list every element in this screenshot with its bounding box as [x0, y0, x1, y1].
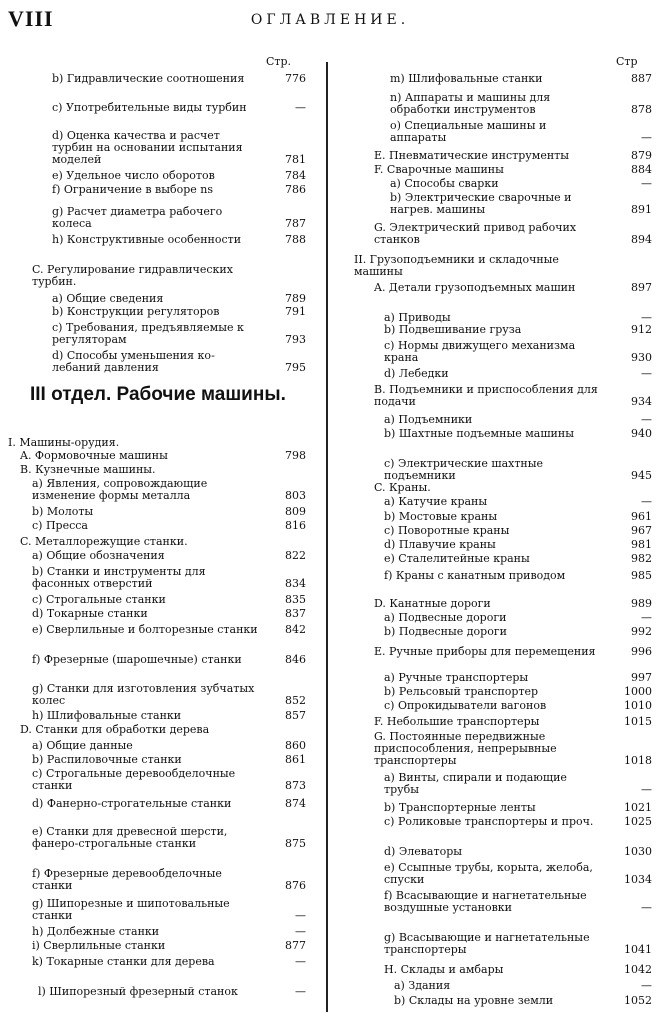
toc-entry-page: 846 [285, 653, 306, 666]
toc-entry-text: e) Ссыпные трубы, корыта, желоба, спуски [384, 861, 593, 886]
toc-entry [52, 130, 306, 166]
toc-entry-page: 1015 [624, 715, 652, 728]
toc-entry-text: o) Специальные машины и аппараты [390, 119, 547, 144]
toc-entry-page: 992 [631, 625, 652, 638]
toc-entry-page: 876 [285, 879, 306, 892]
toc-entry [390, 178, 652, 190]
toc-entry-page: 776 [285, 72, 306, 85]
toc-entry-page: 784 [285, 169, 306, 182]
toc-entry-page: — [641, 495, 652, 508]
toc-entry-text: F. Сварочные машины [374, 163, 504, 176]
toc-entry-page: 878 [631, 103, 652, 116]
toc-entry-page: 793 [285, 333, 306, 346]
toc-entry [20, 536, 306, 548]
toc-entry [384, 458, 652, 482]
toc-entry [374, 716, 652, 728]
toc-entry-text: f) Всасывающие и нагнетательные воздушные установки [384, 889, 587, 914]
toc-entry-page: 879 [631, 149, 652, 162]
toc-entry [32, 264, 306, 288]
toc-entry-page: 803 [285, 489, 306, 502]
toc-entry-page: 887 [631, 72, 652, 85]
toc-entry-text: d) Элеваторы [384, 845, 462, 858]
toc-entry-page: 967 [631, 524, 652, 537]
toc-entry-page: — [641, 901, 652, 914]
toc-entry-text: a) Общие сведения [52, 292, 164, 305]
toc-entry-text: c) Строгальные деревообделочные станки [32, 767, 236, 792]
toc-entry-text: b) Распиловочные станки [32, 753, 182, 766]
toc-entry-page: 787 [285, 217, 306, 230]
toc-entry [384, 340, 652, 364]
toc-entry-page: 945 [631, 469, 652, 482]
toc-entry-text: c) Опрокидыватели вагонов [384, 699, 547, 712]
page-number: VIII [8, 6, 54, 31]
toc-entry-text: f) Фрезерные (шарошечные) станки [32, 653, 242, 666]
toc-entry [32, 683, 306, 707]
toc-entry [32, 868, 306, 892]
toc-entry [52, 234, 306, 246]
page-column-label: Стр. [266, 55, 292, 68]
toc-entry [384, 700, 652, 712]
toc-entry [384, 525, 652, 537]
toc-entry-text: II. Грузоподъемники и складочные машины [354, 253, 559, 278]
toc-entry-page: 1000 [624, 685, 652, 698]
toc-entry-text: a) Подъемники [384, 413, 473, 426]
toc-entry [384, 772, 652, 796]
toc-entry [384, 496, 652, 508]
toc-entry-page: 875 [285, 837, 306, 850]
toc-entry-page: 982 [631, 552, 652, 565]
toc-entry-text: d) Оценка качества и расчет турбин на основании испытания моделей [52, 129, 243, 166]
toc-entry-text: E. Ручные приборы для перемещения [374, 645, 596, 658]
toc-entry [384, 846, 652, 858]
toc-entry-page: — [641, 611, 652, 624]
toc-entry [384, 890, 652, 914]
toc-entry-text: a) Катучие краны [384, 495, 488, 508]
toc-entry [384, 539, 652, 551]
toc-entry-text: I. Машины-орудия. [8, 436, 120, 449]
toc-entry [32, 754, 306, 766]
toc-entry-text: b) Электрические сварочные и нагрев. машины [390, 191, 572, 216]
toc-entry-page: 894 [631, 233, 652, 246]
toc-entry-text: d) Фанерно-строгательные станки [32, 797, 232, 810]
toc-entry [32, 940, 306, 952]
toc-entry-text: d) Способы уменьшения колебаний давления [52, 349, 215, 374]
toc-entry-text: h) Конструктивные особенности [52, 233, 242, 246]
toc-entry-page: 781 [285, 153, 306, 166]
toc-entry [394, 980, 652, 992]
toc-entry-page: — [641, 783, 652, 796]
toc-entry [20, 724, 306, 736]
toc-entry-page: 891 [631, 203, 652, 216]
toc-entry-page: 809 [285, 505, 306, 518]
toc-entry [384, 672, 652, 684]
toc-entry-page: — [641, 311, 652, 324]
toc-entry-text: a) Способы сварки [390, 177, 499, 190]
toc-entry-page: 842 [285, 623, 306, 636]
toc-entry [384, 802, 652, 814]
toc-entry [390, 192, 652, 216]
toc-entry [32, 624, 306, 636]
toc-entry-text: d) Токарные станки [32, 607, 148, 620]
toc-entry [32, 594, 306, 606]
toc-entry [394, 995, 652, 1007]
toc-entry-text: C. Краны. [374, 481, 431, 494]
toc-entry-page: 795 [285, 361, 306, 374]
toc-entry [374, 482, 652, 494]
toc-entry [20, 464, 306, 476]
toc-entry-page: 834 [285, 577, 306, 590]
toc-entry-page: — [295, 985, 306, 998]
toc-entry-text: e) Удельное число оборотов [52, 169, 215, 182]
toc-entry [52, 350, 306, 374]
toc-entry-text: c) Роликовые транспортеры и проч. [384, 815, 594, 828]
toc-entry-page: 1018 [624, 754, 652, 767]
toc-entry-text: g) Станки для изготовления зубчатых колес [32, 682, 255, 707]
toc-entry-page: 1025 [624, 815, 652, 828]
toc-entry-page: — [295, 909, 306, 922]
toc-entry-text: a) Здания [394, 979, 451, 992]
toc-entry [32, 826, 306, 850]
toc-entry [374, 164, 652, 176]
toc-entry [390, 73, 652, 85]
toc-entry [8, 437, 306, 449]
toc-entry [390, 120, 652, 144]
toc-entry-page: — [641, 177, 652, 190]
toc-entry-page: 822 [285, 549, 306, 562]
toc-entry-page: 816 [285, 519, 306, 532]
toc-entry [390, 92, 652, 116]
toc-entry-page: 861 [285, 753, 306, 766]
toc-entry-text: d) Лебедки [384, 367, 449, 380]
toc-entry [374, 646, 652, 658]
toc-entry-text: c) Требования, предъявляемые к регуляторам [52, 321, 244, 346]
toc-entry [32, 520, 306, 532]
toc-entry-text: c) Электрические шахтные подъемники [384, 457, 544, 482]
toc-entry [32, 740, 306, 752]
toc-entry [52, 206, 306, 230]
toc-entry-page: 874 [285, 797, 306, 810]
column-divider [326, 62, 328, 1012]
toc-entry-text: f) Краны с канатным приводом [384, 569, 566, 582]
toc-entry-text: b) Транспортерные ленты [384, 801, 536, 814]
toc-entry-text: a) Общие данные [32, 739, 133, 752]
toc-entry [32, 608, 306, 620]
toc-entry-page: 884 [631, 163, 652, 176]
toc-entry [52, 170, 306, 182]
toc-entry [374, 282, 652, 294]
toc-entry-page: 788 [285, 233, 306, 246]
toc-entry [384, 964, 652, 976]
toc-entry-text: a) Общие обозначения [32, 549, 165, 562]
toc-entry-text: b) Склады на уровне земли [394, 994, 554, 1007]
toc-entry-text: C. Регулирование гидравлических турбин. [32, 263, 233, 288]
toc-entry [32, 506, 306, 518]
toc-entry-page: 934 [631, 395, 652, 408]
toc-entry-text: n) Аппараты и машины для обработки инструментов [390, 91, 551, 116]
toc-entry-page: 798 [285, 449, 306, 462]
toc-entry-page: 897 [631, 281, 652, 294]
toc-entry [384, 932, 652, 956]
toc-entry [374, 222, 652, 246]
toc-entry-text: A. Формовочные машины [20, 449, 168, 462]
toc-entry [374, 150, 652, 162]
toc-entry-text: i) Сверлильные станки [32, 939, 166, 952]
toc-entry-page: 1010 [624, 699, 652, 712]
toc-entry-page: 1030 [624, 845, 652, 858]
toc-entry-text: k) Токарные станки для дерева [32, 955, 215, 968]
toc-entry-page: 877 [285, 939, 306, 952]
toc-entry-text: g) Расчет диаметра рабочего колеса [52, 205, 223, 230]
toc-entry-text: a) Явления, сопровождающие изменение формы металла [32, 477, 208, 502]
toc-entry-text: b) Шахтные подъемные машины [384, 427, 574, 440]
toc-entry-text: D. Канатные дороги [374, 597, 491, 610]
toc-entry-page: — [641, 979, 652, 992]
toc-entry [384, 511, 652, 523]
toc-entry [384, 324, 652, 336]
toc-entry [384, 816, 652, 828]
toc-entry-text: b) Рельсовый транспортер [384, 685, 539, 698]
toc-entry [52, 306, 306, 318]
page-title: ОГЛАВЛЕНИЕ. [250, 12, 410, 28]
toc-entry-text: b) Молоты [32, 505, 94, 518]
toc-entry-text: l) Шипорезный фрезерный станок [38, 985, 238, 998]
toc-entry [384, 428, 652, 440]
toc-entry-text: a) Винты, спирали и подающие трубы [384, 771, 567, 796]
toc-entry [354, 254, 652, 278]
toc-entry-text: e) Станки для древесной шерсти, фанеро-строгальные станки [32, 825, 228, 850]
page-header [0, 0, 660, 40]
toc-entry-text: b) Конструкции регуляторов [52, 305, 220, 318]
toc-entry-page: 786 [285, 183, 306, 196]
toc-entry-text: g) Всасывающие и нагнетательные транспортеры [384, 931, 590, 956]
toc-entry-page: 912 [631, 323, 652, 336]
toc-entry-text: h) Шлифовальные станки [32, 709, 182, 722]
toc-entry [38, 986, 306, 998]
toc-entry [384, 862, 652, 886]
toc-entry-text: B. Кузнечные машины. [20, 463, 156, 476]
toc-entry-text: m) Шлифовальные станки [390, 72, 543, 85]
toc-entry [32, 926, 306, 938]
toc-entry-page: 860 [285, 739, 306, 752]
toc-entry [52, 293, 306, 305]
toc-entry [52, 102, 306, 114]
toc-entry-text: f) Фрезерные деревообделочные станки [32, 867, 222, 892]
toc-entry-page: — [641, 131, 652, 144]
toc-entry-text: c) Поворотные краны [384, 524, 510, 537]
toc-entry [32, 654, 306, 666]
toc-entry-page: 1052 [624, 994, 652, 1007]
toc-entry-page: 989 [631, 597, 652, 610]
toc-entry-page: — [295, 101, 306, 114]
toc-entry-page: 985 [631, 569, 652, 582]
toc-entry [384, 553, 652, 565]
toc-entry-page: 835 [285, 593, 306, 606]
toc-entry-text: A. Детали грузоподъемных машин [374, 281, 576, 294]
toc-entry-text: a) Приводы [384, 311, 451, 324]
toc-entry-text: b) Мостовые краны [384, 510, 498, 523]
toc-entry-page: — [295, 955, 306, 968]
toc-entry-text: G. Электрический привод рабочих станков [374, 221, 577, 246]
toc-entry-text: f) Ограничение в выборе ns [52, 183, 214, 196]
toc-entry [20, 450, 306, 462]
toc-entry [32, 710, 306, 722]
toc-entry-text: e) Сверлильные и болторезные станки [32, 623, 258, 636]
page-column-label: Стр [616, 55, 638, 68]
toc-entry-text: E. Пневматические инструменты [374, 149, 569, 162]
toc-entry-text: G. Постоянные передвижные приспособления, непрерывные транспортеры [374, 730, 557, 767]
toc-entry-text: c) Пресса [32, 519, 88, 532]
toc-entry [384, 368, 652, 380]
toc-entry-page: 940 [631, 427, 652, 440]
toc-entry-page: 857 [285, 709, 306, 722]
section-title: III отдел. Рабочие машины. [30, 384, 286, 405]
toc-entry [384, 414, 652, 426]
toc-entry-page: 789 [285, 292, 306, 305]
toc-entry-page: 791 [285, 305, 306, 318]
toc-entry [32, 768, 306, 792]
toc-entry-text: a) Подвесные дороги [384, 611, 507, 624]
toc-entry-page: — [641, 413, 652, 426]
toc-entry [384, 570, 652, 582]
toc-entry-text: D. Станки для обработки дерева [20, 723, 210, 736]
toc-entry [374, 598, 652, 610]
toc-entry [32, 798, 306, 810]
toc-entry [384, 626, 652, 638]
toc-entry-text: c) Строгальные станки [32, 593, 166, 606]
toc-entry-text: F. Небольшие транспортеры [374, 715, 540, 728]
toc-entry-text: c) Нормы движущего механизма крана [384, 339, 576, 364]
toc-entry [52, 322, 306, 346]
toc-entry-page: 961 [631, 510, 652, 523]
toc-entry-text: B. Подъемники и приспособления для подачи [374, 383, 598, 408]
toc-entry-page: 930 [631, 351, 652, 364]
toc-entry-text: H. Склады и амбары [384, 963, 504, 976]
toc-entry-page: 1034 [624, 873, 652, 886]
toc-entry-page: 997 [631, 671, 652, 684]
toc-entry [384, 612, 652, 624]
toc-entry-page: 1021 [624, 801, 652, 814]
toc-entry-text: g) Шипорезные и шипотовальные станки [32, 897, 230, 922]
toc-entry [374, 384, 652, 408]
toc-entry-page: — [641, 367, 652, 380]
toc-entry [32, 566, 306, 590]
toc-entry [32, 478, 306, 502]
toc-entry-page: 873 [285, 779, 306, 792]
toc-entry-text: h) Долбежные станки [32, 925, 160, 938]
toc-entry-page: 1041 [624, 943, 652, 956]
toc-entry [32, 550, 306, 562]
toc-entry-text: b) Гидравлические соотношения [52, 72, 245, 85]
toc-entry-page: 852 [285, 694, 306, 707]
toc-entry-text: b) Подвешивание груза [384, 323, 522, 336]
toc-entry-text: e) Сталелитейные краны [384, 552, 530, 565]
toc-entry-text: C. Металлорежущие станки. [20, 535, 188, 548]
toc-entry-text: b) Станки и инструменты для фасонных отверстий [32, 565, 206, 590]
toc-entry-page: — [295, 925, 306, 938]
toc-entry-text: d) Плавучие краны [384, 538, 496, 551]
toc-entry [52, 73, 306, 85]
toc-entry [384, 686, 652, 698]
toc-entry [374, 731, 652, 767]
toc-entry [32, 956, 306, 968]
toc-entry [32, 898, 306, 922]
toc-entry-text: a) Ручные транспортеры [384, 671, 529, 684]
toc-entry-page: 981 [631, 538, 652, 551]
toc-entry-page: 1042 [624, 963, 652, 976]
toc-entry-page: 837 [285, 607, 306, 620]
toc-entry-page: 996 [631, 645, 652, 658]
toc-entry-text: c) Употребительные виды турбин [52, 101, 247, 114]
toc-entry-text: b) Подвесные дороги [384, 625, 507, 638]
toc-entry [52, 184, 306, 196]
